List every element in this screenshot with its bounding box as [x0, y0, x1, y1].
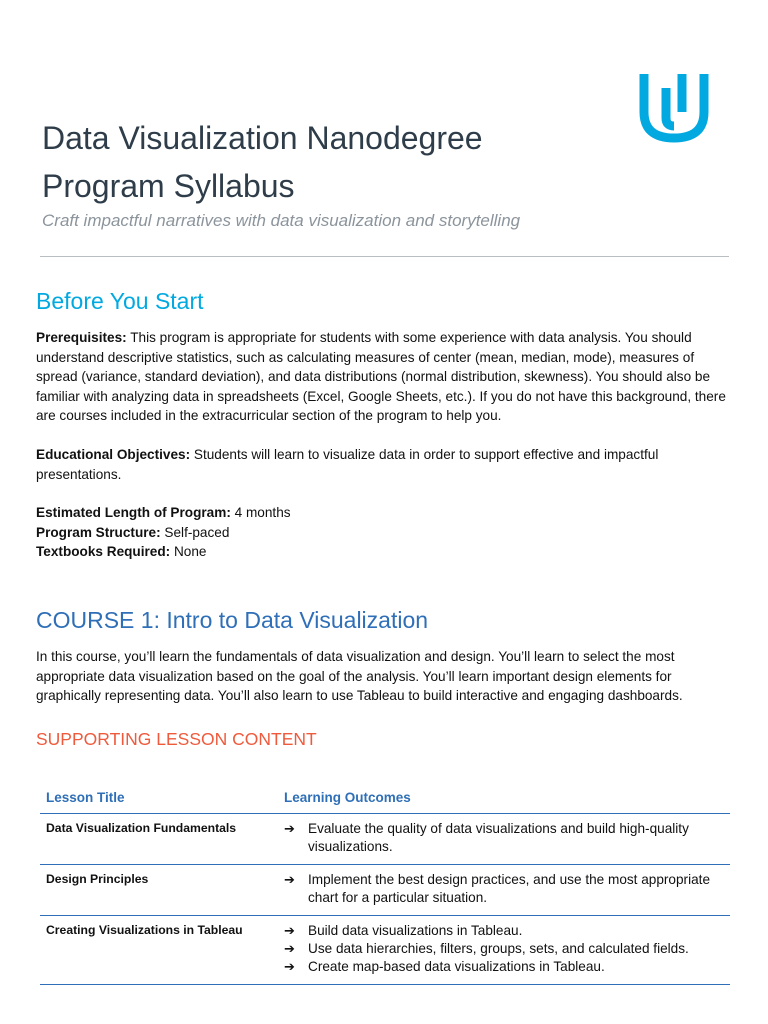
lesson-title-cell: Creating Visualizations in Tableau	[40, 916, 278, 985]
textbooks-value: None	[170, 544, 207, 559]
learning-outcomes-cell	[278, 865, 730, 916]
arrow-icon: ➔	[284, 959, 295, 974]
outcome-text: Create map-based data visualizations in Tableau.	[308, 959, 605, 974]
arrow-icon: ➔	[284, 923, 295, 938]
program-info	[36, 503, 736, 562]
objectives-label: Educational Objectives:	[36, 447, 191, 462]
objectives-text: Students will learn to visualize data in order to support effective and impactful presentations.	[36, 447, 659, 482]
arrow-icon: ➔	[284, 821, 295, 836]
outcome-text: Build data visualizations in Tableau.	[308, 923, 523, 938]
outcome-list	[284, 871, 724, 907]
learning-outcomes-cell	[278, 916, 730, 985]
objectives-paragraph	[36, 445, 736, 484]
prerequisites-text: This program is appropriate for students with some experience with data analysis. You should understand descriptive statistics, such as calculating measures of center (mean, median, mode), measures of spread (variance, standard deviation), and data distributions (normal distribution, skewness). You should also be familiar with analyzing data in spreadsheets (Excel, Google Sheets, etc.). If you do not have this background, there are courses included in the extracurricular section of the program to help you.	[36, 330, 726, 423]
outcome-text: Implement the best design practices, and use the most appropriate chart for a particular situation.	[308, 872, 710, 905]
udacity-logo-icon	[636, 68, 712, 146]
lesson-title-cell: Data Visualization Fundamentals	[40, 814, 278, 865]
table-row	[40, 814, 730, 865]
outcome-item	[284, 820, 724, 856]
table-row	[40, 865, 730, 916]
outcome-item	[284, 871, 724, 907]
course-1-description: In this course, you’ll learn the fundamentals of data visualization and design. You’ll learn to select the most appropriate data visualization based on the goal of the analysis. You’ll learn important design elements for graphically representing data. You’ll also learn to use Tableau to build interactive and engaging dashboards.	[36, 649, 683, 703]
length-label: Estimated Length of Program:	[36, 505, 231, 520]
outcome-item	[284, 922, 724, 940]
title-line-2: Program Syllabus	[42, 168, 295, 204]
structure-value: Self-paced	[160, 524, 230, 540]
length-value: 4 months	[230, 505, 291, 520]
learning-outcomes-cell	[278, 814, 730, 865]
document-title	[42, 114, 602, 210]
arrow-icon: ➔	[284, 872, 295, 887]
lesson-title-header: Lesson Title	[40, 783, 278, 814]
supporting-lesson-heading: SUPPORTING LESSON CONTENT	[36, 729, 317, 749]
prerequisites-paragraph	[36, 328, 736, 426]
lesson-table	[40, 783, 730, 985]
title-line-1: Data Visualization Nanodegree	[42, 120, 483, 156]
outcome-list	[284, 820, 724, 856]
outcome-list	[284, 922, 724, 976]
outcome-text: Use data hierarchies, filters, groups, sets, and calculated fields.	[308, 941, 689, 956]
table-row	[40, 916, 730, 985]
prerequisites-label: Prerequisites:	[36, 330, 127, 345]
course-1-heading: COURSE 1: Intro to Data Visualization	[36, 607, 429, 633]
lesson-title-cell: Design Principles	[40, 865, 278, 916]
outcome-text: Evaluate the quality of data visualizations and build high-quality visualizations.	[308, 821, 689, 854]
before-you-start-heading: Before You Start	[36, 288, 204, 314]
arrow-icon: ➔	[284, 941, 295, 956]
outcome-item	[284, 958, 724, 976]
document-subtitle: Craft impactful narratives with data visualization and storytelling	[42, 211, 521, 230]
table-header-row	[40, 783, 730, 814]
structure-label: Program Structure:	[36, 524, 161, 540]
textbooks-label: Textbooks Required:	[36, 544, 171, 559]
learning-outcomes-header: Learning Outcomes	[278, 783, 730, 814]
outcome-item	[284, 940, 724, 958]
header-divider	[40, 256, 729, 257]
